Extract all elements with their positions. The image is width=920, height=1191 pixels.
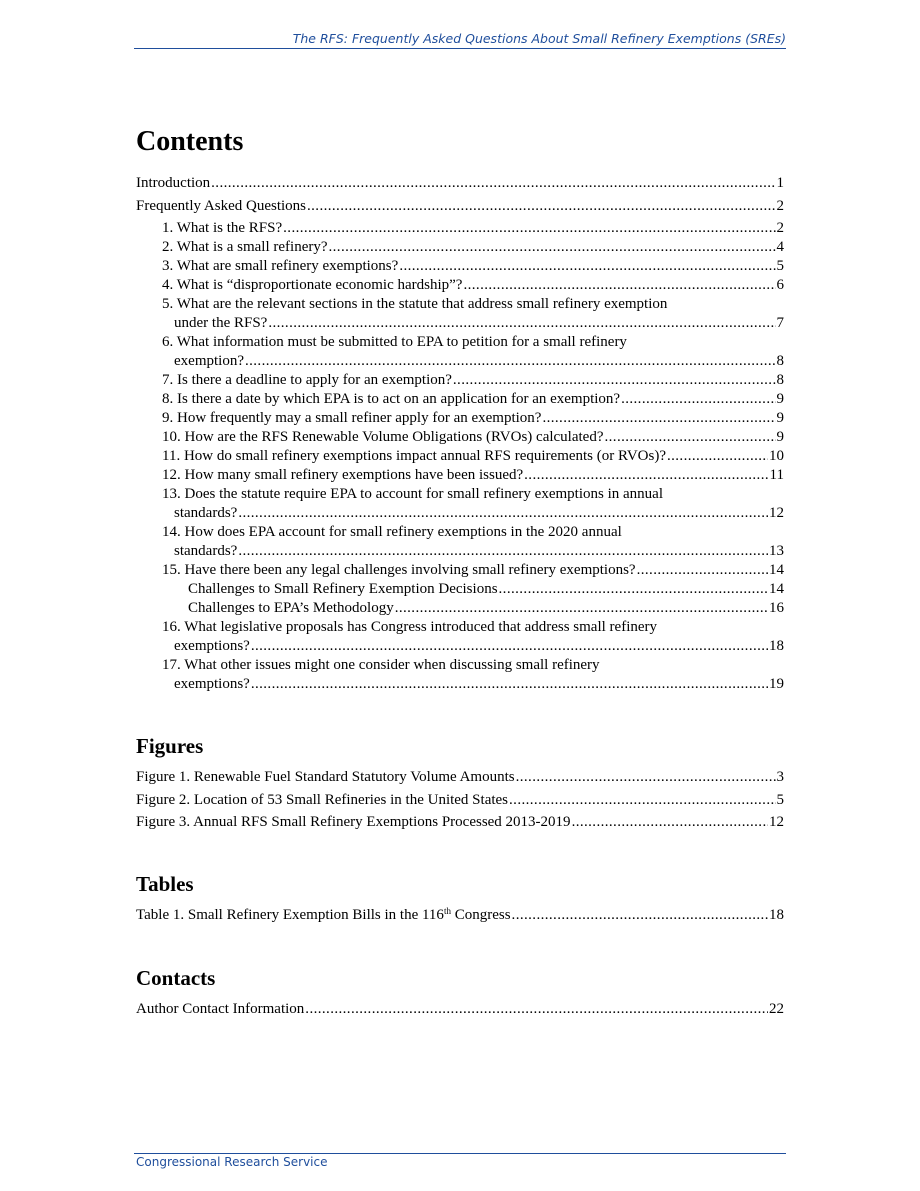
footer: Congressional Research Service — [136, 1155, 328, 1169]
toc-entry-q17-line1[interactable]: 17. What other issues might one consider when discussing small refinery — [162, 657, 600, 673]
toc-entry-q6-line1[interactable]: 6. What information must be submitted to EPA to petition for a small refinery — [162, 334, 627, 350]
toc-entry-q11[interactable]: 11. How do small refinery exemptions impact annual RFS requirements (or RVOs)? ..... 10 — [136, 447, 784, 466]
figure-entry-1[interactable]: Figure 1. Renewable Fuel Standard Statutory Volume Amounts ..... 3 — [136, 768, 784, 787]
toc-entry-q1[interactable]: 1. What is the RFS? ..... 2 — [136, 219, 784, 238]
toc-entry-q16-line1[interactable]: 16. What legislative proposals has Congress introduced that address small refinery — [162, 619, 658, 635]
contacts-heading: Contacts — [136, 966, 216, 990]
toc-entry-q4[interactable]: 4. What is “disproportionate economic hardship”? ..... 6 — [136, 276, 784, 295]
toc-entry-introduction[interactable]: Introduction ..... 1 — [136, 174, 784, 193]
contents-list — [136, 174, 784, 694]
toc-entry-q5[interactable]: under the RFS? ..... 7 — [136, 314, 784, 333]
toc-entry-q15-sub1[interactable]: Challenges to Small Refinery Exemption Decisions ..... 14 — [136, 580, 784, 599]
toc-entry-q10[interactable]: 10. How are the RFS Renewable Volume Obligations (RVOs) calculated? ..... 9 — [136, 428, 784, 447]
running-header: The RFS: Frequently Asked Questions About Small Refinery Exemptions (SREs) — [134, 31, 786, 49]
toc-entry-q13-line1[interactable]: 13. Does the statute require EPA to account for small refinery exemptions in annual — [162, 486, 663, 502]
toc-entry-q2[interactable]: 2. What is a small refinery? ..... 4 — [136, 238, 784, 257]
figure-entry-3[interactable]: Figure 3. Annual RFS Small Refinery Exemptions Processed 2013-2019 ..... 12 — [136, 813, 784, 832]
table-entry-1[interactable]: Table 1. Small Refinery Exemption Bills in the 116th Congress ..... 18 — [136, 906, 784, 925]
toc-entry-q9[interactable]: 9. How frequently may a small refiner apply for an exemption? ..... 9 — [136, 409, 784, 428]
figures-list — [136, 768, 784, 832]
toc-entry-q15-sub2[interactable]: Challenges to EPA’s Methodology ..... 16 — [136, 599, 784, 618]
toc-entry-q13[interactable]: standards? ..... 12 — [136, 504, 784, 523]
toc-entry-q16[interactable]: exemptions? ..... 18 — [136, 637, 784, 656]
toc-entry-q5-line1[interactable]: 5. What are the relevant sections in the statute that address small refinery exemption — [162, 296, 668, 312]
toc-entry-q8[interactable]: 8. Is there a date by which EPA is to act on an application for an exemption? ..... 9 — [136, 390, 784, 409]
toc-entry-q6[interactable]: exemption? ..... 8 — [136, 352, 784, 371]
tables-heading: Tables — [136, 872, 194, 896]
contents-heading: Contents — [136, 126, 244, 157]
footer-rule — [134, 1153, 786, 1154]
toc-entry-q14-line1[interactable]: 14. How does EPA account for small refinery exemptions in the 2020 annual — [162, 524, 622, 540]
contacts-list — [136, 1000, 784, 1019]
toc-entry-q3[interactable]: 3. What are small refinery exemptions? ..... 5 — [136, 257, 784, 276]
contact-entry-author[interactable]: Author Contact Information ..... 22 — [136, 1000, 784, 1019]
toc-entry-q17[interactable]: exemptions? ..... 19 — [136, 675, 784, 694]
toc-entry-q12[interactable]: 12. How many small refinery exemptions have been issued? ..... 11 — [136, 466, 784, 485]
toc-entry-q15[interactable]: 15. Have there been any legal challenges involving small refinery exemptions? ..... 14 — [136, 561, 784, 580]
toc-entry-q7[interactable]: 7. Is there a deadline to apply for an exemption? ..... 8 — [136, 371, 784, 390]
figures-heading: Figures — [136, 734, 204, 758]
tables-list — [136, 906, 784, 925]
figure-entry-2[interactable]: Figure 2. Location of 53 Small Refineries in the United States ..... 5 — [136, 791, 784, 810]
toc-entry-q14[interactable]: standards? ..... 13 — [136, 542, 784, 561]
toc-entry-faq[interactable]: Frequently Asked Questions ..... 2 — [136, 197, 784, 216]
